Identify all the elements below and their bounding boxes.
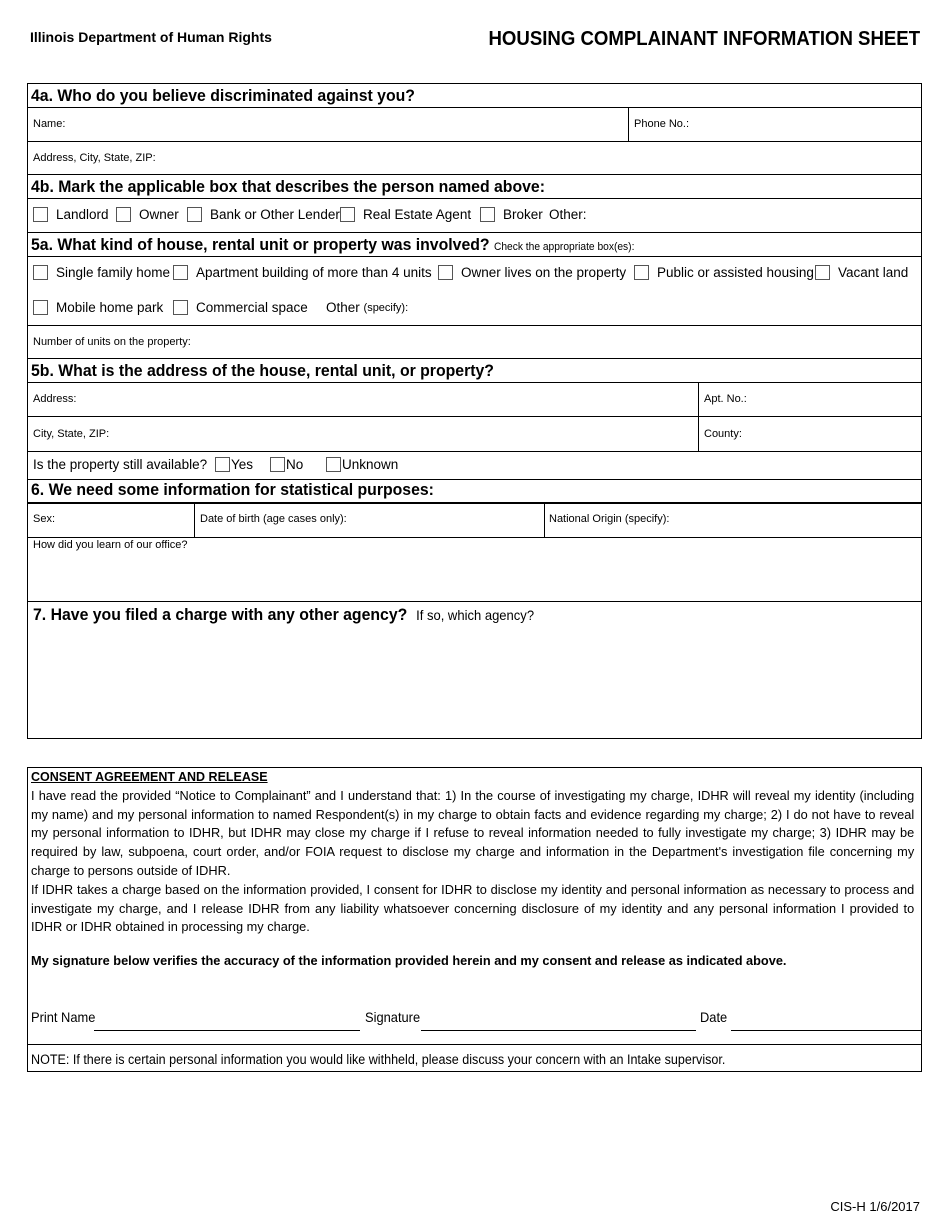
sex-label: Sex:: [33, 513, 56, 525]
checkbox-landlord[interactable]: Landlord: [33, 207, 109, 222]
checkbox-box[interactable]: [33, 207, 48, 222]
checkbox-available-yes[interactable]: Yes: [215, 457, 253, 472]
property-available-question: Is the property still available?: [33, 457, 208, 472]
print-name-line[interactable]: [94, 1030, 360, 1031]
landlord-type-other-label: Other:: [549, 207, 587, 222]
checkbox-available-no[interactable]: No: [270, 457, 303, 472]
checkbox-public-assisted-housing[interactable]: Public or assisted housing: [634, 265, 814, 280]
section-4a-heading: 4a. Who do you believe discriminated against you?: [31, 86, 415, 105]
checkbox-box[interactable]: [815, 265, 830, 280]
consent-title: CONSENT AGREEMENT AND RELEASE: [31, 770, 268, 784]
respondent-phone-label: Phone No.:: [634, 118, 690, 130]
consent-section: [27, 767, 922, 1072]
checkbox-box[interactable]: [326, 457, 341, 472]
county-label: County:: [704, 428, 742, 440]
respondent-address-label: Address, City, State, ZIP:: [33, 152, 156, 164]
checkbox-real-estate-agent[interactable]: Real Estate Agent: [340, 207, 471, 222]
form-title: HOUSING COMPLAINANT INFORMATION SHEET: [488, 28, 920, 50]
checkbox-owner-lives-on-property[interactable]: Owner lives on the property: [438, 265, 626, 280]
form-id: CIS-H 1/6/2017: [830, 1199, 920, 1214]
section-6-heading: 6. We need some information for statistical purposes:: [31, 480, 434, 499]
checkbox-box[interactable]: [173, 300, 188, 315]
complainant-form: [27, 83, 922, 739]
checkbox-box[interactable]: [33, 300, 48, 315]
apt-number-label: Apt. No.:: [704, 393, 747, 405]
checkbox-box[interactable]: [438, 265, 453, 280]
checkbox-box[interactable]: [270, 457, 285, 472]
checkbox-box[interactable]: [173, 265, 188, 280]
section-5a-heading: 5a. What kind of house, rental unit or property was involved? Check the appropriate box(es):: [31, 235, 635, 254]
property-address-label: Address:: [33, 393, 77, 405]
consent-paragraph-1: I have read the provided “Notice to Complainant” and I understand that: 1) In the course of investigating my charge, IDHR will reveal my identity (including my name) and my personal information to named Respondent(s) in my charge to obtain facts and evidence regarding my charge; 2) I do not have to reveal my personal information to IDHR, but IDHR may close my charge if I refuse to reveal information needed to fully investigate my charge; 3) IDHR may be required by law, subpoena, court order, and/or FOIA request to disclose my charge and information in the Department's investigation file concerning my charge to persons outside of IDHR.: [31, 788, 915, 878]
checkbox-box[interactable]: [33, 265, 48, 280]
property-city-label: City, State, ZIP:: [33, 428, 110, 440]
checkbox-bank-lender[interactable]: Bank or Other Lender: [187, 207, 340, 222]
respondent-name-label: Name:: [33, 118, 66, 130]
how-learned-label: How did you learn of our office?: [33, 539, 188, 551]
checkbox-available-unknown[interactable]: Unknown: [326, 457, 398, 472]
date-of-birth-label: Date of birth (age cases only):: [200, 513, 347, 525]
checkbox-owner[interactable]: Owner: [116, 207, 179, 222]
date-line[interactable]: [731, 1030, 921, 1031]
section-7-heading: 7. Have you filed a charge with any other agency? If so, which agency?: [33, 605, 535, 624]
checkbox-commercial-space[interactable]: Commercial space: [173, 300, 308, 315]
checkbox-box[interactable]: [340, 207, 355, 222]
checkbox-broker[interactable]: Broker: [480, 207, 543, 222]
agency-name: Illinois Department of Human Rights: [30, 29, 272, 45]
checkbox-box[interactable]: [116, 207, 131, 222]
print-name-label: Print Name: [31, 1009, 96, 1025]
section-4b-heading: 4b. Mark the applicable box that describes the person named above:: [31, 177, 545, 196]
checkbox-box[interactable]: [187, 207, 202, 222]
checkbox-single-family-home[interactable]: Single family home: [33, 265, 170, 280]
section-5b-heading: 5b. What is the address of the house, rental unit, or property?: [31, 361, 494, 380]
checkbox-vacant-land[interactable]: Vacant land: [815, 265, 908, 280]
checkbox-box[interactable]: [480, 207, 495, 222]
checkbox-apartment-building[interactable]: Apartment building of more than 4 units: [173, 265, 432, 280]
consent-paragraph-2: If IDHR takes a charge based on the information provided, I consent for IDHR to disclose my identity and personal information as necessary to process and investigate my charge, and I release IDHR from any liability whatsoever concerning disclosure of my identity and any personal information I provided to IDHR or IDHR obtained in processing my charge.: [31, 882, 915, 935]
checkbox-box[interactable]: [215, 457, 230, 472]
units-count-label: Number of units on the property:: [33, 336, 191, 348]
signature-label: Signature: [365, 1009, 421, 1025]
checkbox-mobile-home-park[interactable]: Mobile home park: [33, 300, 163, 315]
signature-line[interactable]: [421, 1030, 696, 1031]
date-label: Date: [700, 1009, 728, 1025]
withheld-info-note: NOTE: If there is certain personal information you would like withheld, please discuss your concern with an Intake supervisor.: [31, 1052, 726, 1067]
checkbox-box[interactable]: [634, 265, 649, 280]
property-other-label: Other (specify):: [326, 300, 409, 315]
national-origin-label: National Origin (specify):: [549, 513, 670, 525]
signature-verification-text: My signature below verifies the accuracy of the information provided herein and my consent and release as indicated above.: [31, 953, 787, 968]
